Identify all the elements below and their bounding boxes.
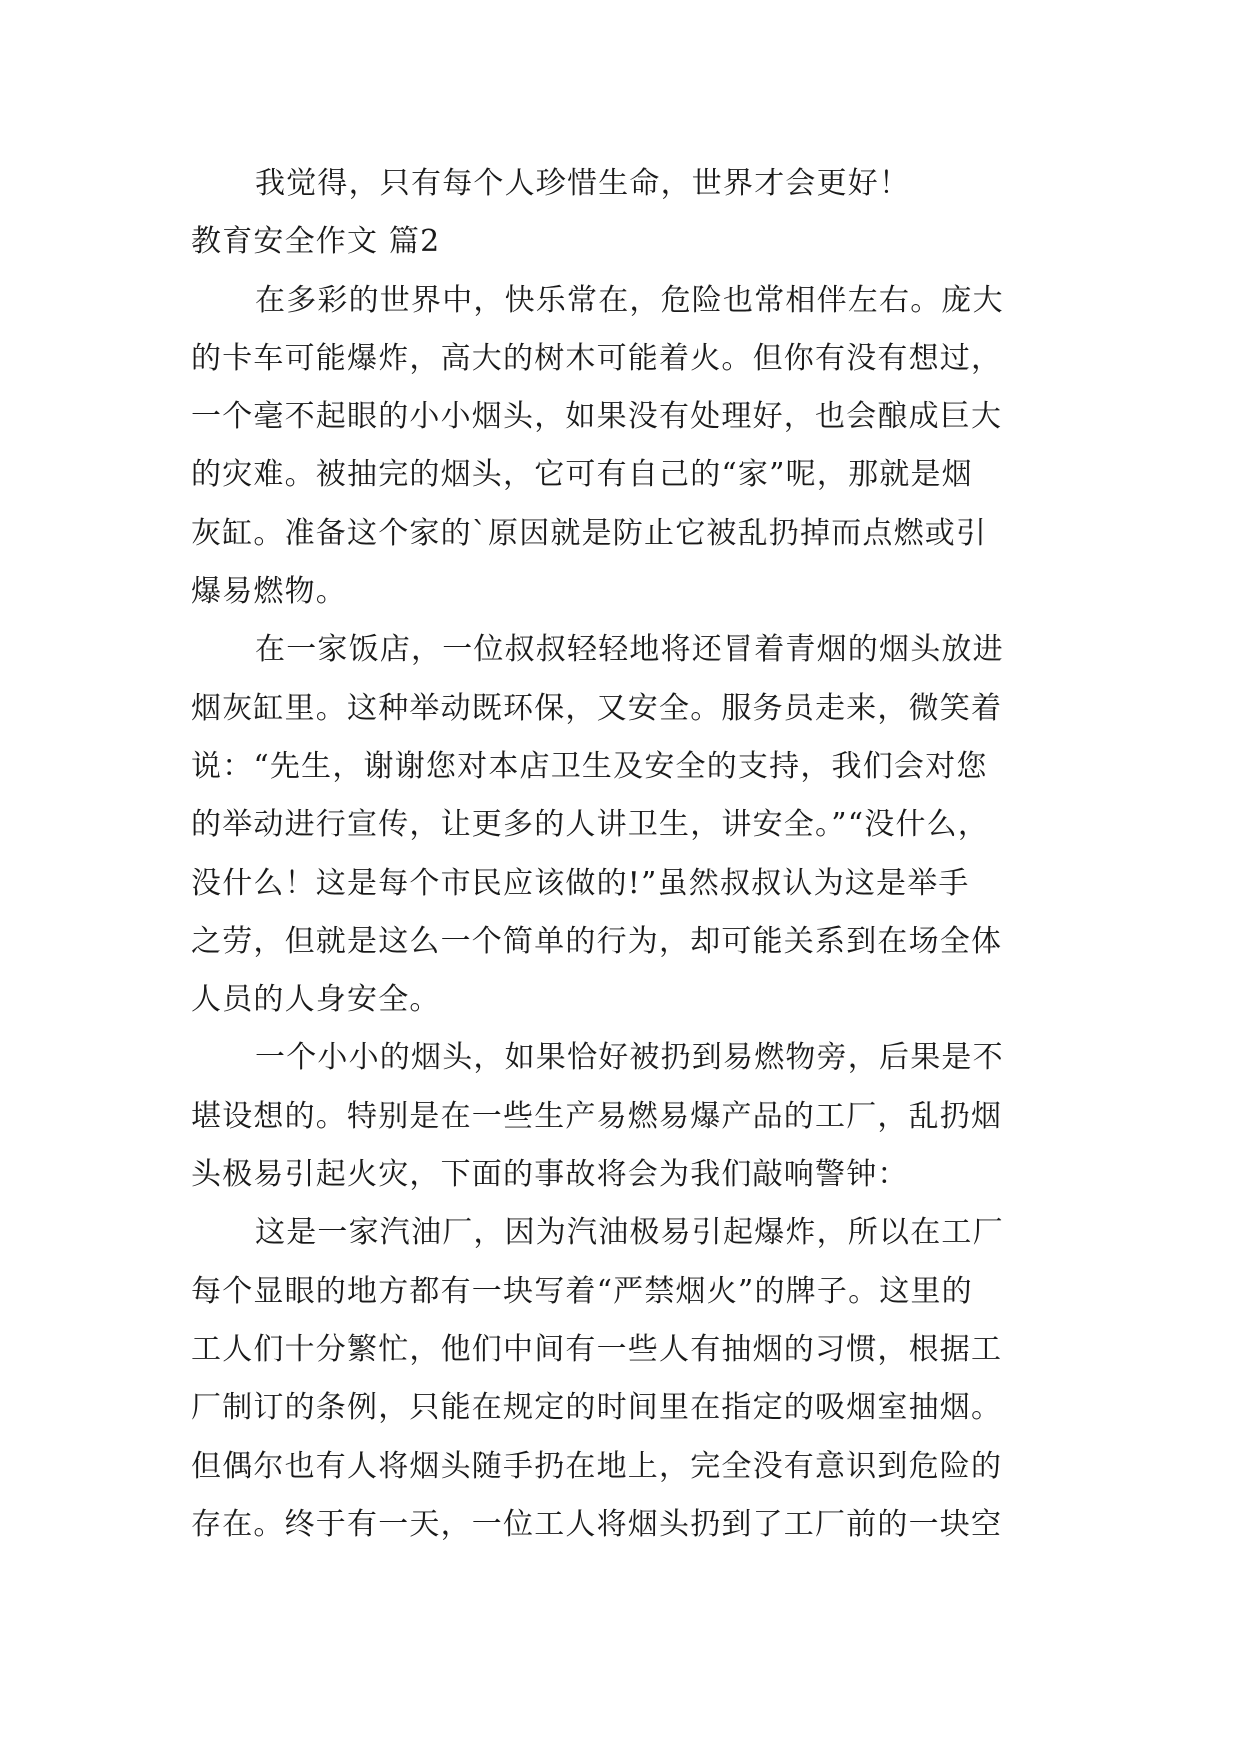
- text-line: 在一家饭店，一位叔叔轻轻地将还冒着青烟的烟头放进: [255, 632, 1004, 668]
- text-line: 一个毫不起眼的小小烟头，如果没有处理好，也会酿成巨大: [191, 399, 1003, 435]
- text-line: 爆易燃物。: [191, 574, 347, 610]
- text-line: 头极易引起火灾，下面的事故将会为我们敲响警钟：: [191, 1157, 909, 1193]
- text-line: 的灾难。被抽完的烟头，它可有自己的“家”呢，那就是烟: [191, 457, 973, 493]
- text-line: 工人们十分繁忙，他们中间有一些人有抽烟的习惯，根据工: [191, 1331, 1003, 1367]
- text-line: 存在。终于有一天，一位工人将烟头扔到了工厂前的一块空: [191, 1506, 1003, 1542]
- text-line: 一个小小的烟头，如果恰好被扔到易燃物旁，后果是不: [255, 1040, 1004, 1076]
- document-page: [191, 155, 1051, 1554]
- text-line: 的举动进行宣传，让更多的人讲卫生，讲安全。”“没什么，: [191, 807, 990, 843]
- text-line: 人员的人身安全。: [191, 982, 441, 1018]
- text-line: 灰缸。准备这个家的`原因就是防止它被乱扔掉而点燃或引: [191, 515, 988, 551]
- text-line: 我觉得，只有每个人珍惜生命，世界才会更好！: [255, 166, 911, 201]
- text-line: 每个显眼的地方都有一块写着“严禁烟火”的牌子。这里的: [191, 1273, 973, 1309]
- text-line: 的卡车可能爆炸，高大的树木可能着火。但你有没有想过，: [191, 340, 1003, 376]
- text-line: 在多彩的世界中，快乐常在，危险也常相伴左右。庞大: [255, 282, 1004, 318]
- text-line: 之劳，但就是这么一个简单的行为，却可能关系到在场全体: [191, 923, 1003, 959]
- text-line: 但偶尔也有人将烟头随手扔在地上，完全没有意识到危险的: [191, 1448, 1003, 1484]
- text-line: 这是一家汽油厂，因为汽油极易引起爆炸，所以在工厂: [255, 1215, 1004, 1251]
- text-line: 烟灰缸里。这种举动既环保，又安全。服务员走来，微笑着: [191, 690, 1003, 726]
- text-line: 没什么！这是每个市民应该做的!”虽然叔叔认为这是举手: [191, 865, 970, 901]
- text-line: 堪设想的。特别是在一些生产易燃易爆产品的工厂，乱扔烟: [191, 1098, 1003, 1134]
- text-line: 说：“先生，谢谢您对本店卫生及安全的支持，我们会对您: [191, 748, 988, 784]
- section-heading: 教育安全作文 篇2: [191, 224, 441, 260]
- text-line: 厂制订的条例，只能在规定的时间里在指定的吸烟室抽烟。: [191, 1390, 1003, 1426]
